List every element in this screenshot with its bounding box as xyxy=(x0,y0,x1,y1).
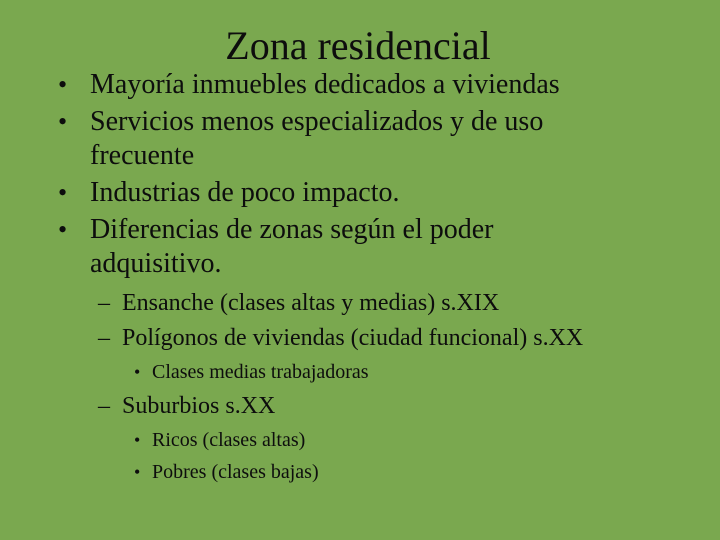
bullet-text-line1: Servicios menos especializados y de uso xyxy=(90,106,544,137)
bullet-list xyxy=(0,68,720,484)
dash-mark: – xyxy=(98,393,110,419)
bullet-text-line2: frecuente xyxy=(90,140,195,171)
sub-bullet-text: Ensanche (clases altas y medias) s.XIX xyxy=(122,290,500,316)
bullet-text: Mayoría inmuebles dedicados a viviendas xyxy=(90,69,560,100)
bullet-mark: • xyxy=(58,215,68,244)
sub-sub-bullet-text: Ricos (clases altas) xyxy=(152,429,306,451)
slide-title: Zona residencial xyxy=(225,23,491,68)
bullet-mark: • xyxy=(58,70,68,99)
bullet-mark: • xyxy=(134,430,141,450)
bullet-text-line2: adquisitivo. xyxy=(90,248,222,279)
bullet-text: Industrias de poco impacto. xyxy=(90,177,400,208)
bullet-text-line1: Diferencias de zonas según el poder xyxy=(90,214,494,245)
sub-bullet-text: Suburbios s.XX xyxy=(122,393,276,419)
bullet-mark: • xyxy=(58,107,68,136)
bullet-mark: • xyxy=(58,178,68,207)
sub-sub-bullet-text: Pobres (clases bajas) xyxy=(152,461,319,483)
sub-sub-bullet-item xyxy=(0,460,720,484)
bullet-item xyxy=(0,105,720,173)
bullet-mark: • xyxy=(134,362,141,382)
sub-bullet-item xyxy=(0,324,720,352)
bullet-item xyxy=(0,176,720,210)
dash-mark: – xyxy=(98,290,110,316)
bullet-item xyxy=(0,213,720,281)
sub-bullet-item xyxy=(0,392,720,420)
sub-bullet-item xyxy=(0,289,720,317)
bullet-item xyxy=(0,68,720,102)
sub-sub-bullet-item xyxy=(0,360,720,384)
dash-mark: – xyxy=(98,325,110,351)
bullet-mark: • xyxy=(134,462,141,482)
sub-sub-bullet-item xyxy=(0,428,720,452)
sub-sub-bullet-text: Clases medias trabajadoras xyxy=(152,361,369,383)
sub-bullet-text: Polígonos de viviendas (ciudad funcional) s.XX xyxy=(122,325,584,351)
